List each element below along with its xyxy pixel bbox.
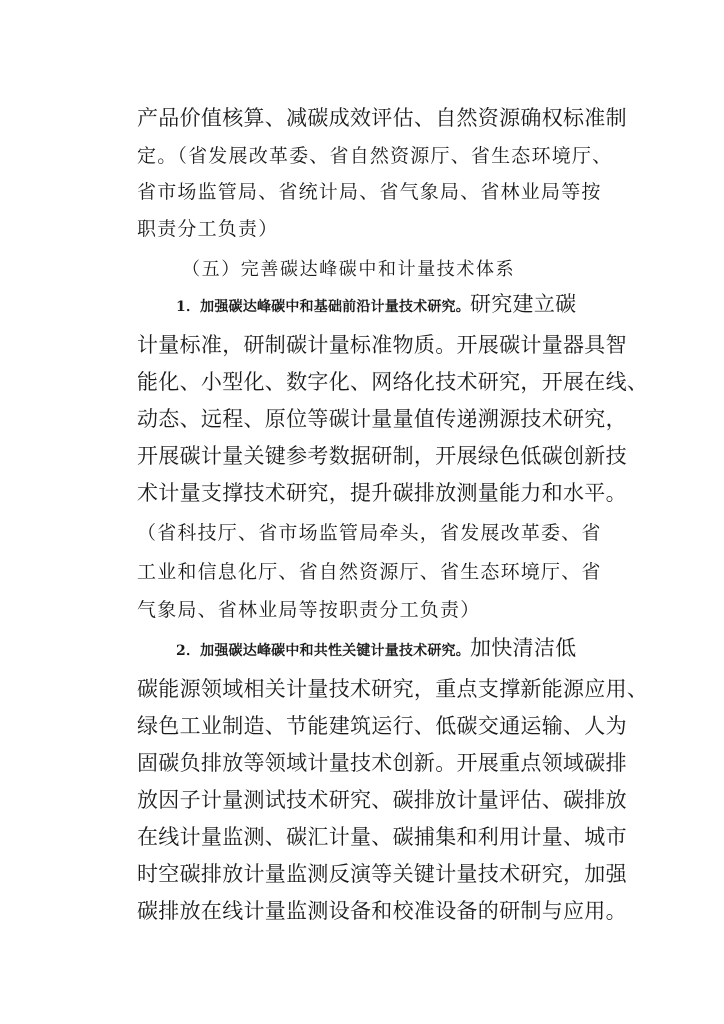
item-1-first-line — [176, 289, 576, 319]
text-line-14: 碳能源领域相关计量技术研究，重点支撑新能源应用、 — [137, 677, 649, 701]
text-line-18: 在线计量监测、碳汇计量、碳捕集和利用计量、城市 — [137, 825, 627, 849]
text-line-13: 气象局、省林业局等按职责分工负责） — [137, 599, 481, 621]
text-line-3: 省市场监管局、省统计局、省气象局、省林业局等按 — [137, 181, 602, 203]
text-line-12: 工业和信息化厅、省自然资源厅、省生态环境厅、省 — [137, 561, 602, 583]
text-line-20: 碳排放在线计量监测设备和校准设备的研制与应用。 — [137, 899, 627, 923]
text-line-1: 产品价值核算、减碳成效评估、自然资源确权标准制 — [137, 106, 627, 130]
section-heading-5: （五）完善碳达峰碳中和计量技术体系 — [182, 259, 516, 280]
text-line-2: 定。（省发展改革委、省自然资源厅、省生态环境厅、 — [137, 145, 613, 167]
text-line-11: （省科技厅、省市场监管局牵头，省发展改革委、省 — [137, 522, 602, 544]
text-line-16: 固碳负排放等领域计量技术创新。开展重点领域碳排 — [137, 751, 627, 775]
item-1-text: 研究建立碳 — [469, 292, 577, 316]
item-2-text: 加快清洁低 — [469, 636, 577, 660]
item-2-heading: 2．加强碳达峰碳中和共性关键计量技术研究。 — [176, 643, 470, 659]
text-line-9: 开展碳计量关键参考数据研制，开展绿色低碳创新技 — [137, 444, 627, 468]
text-line-10: 术计量支撑技术研究，提升碳排放测量能力和水平。 — [137, 481, 627, 505]
item-2-first-line — [176, 633, 576, 663]
text-line-8: 动态、远程、原位等碳计量量值传递溯源技术研究， — [137, 407, 627, 431]
text-line-17: 放因子计量测试技术研究、碳排放计量评估、碳排放 — [137, 788, 627, 812]
text-line-7: 能化、小型化、数字化、网络化技术研究，开展在线、 — [137, 370, 649, 394]
text-line-15: 绿色工业制造、节能建筑运行、低碳交通运输、人为 — [137, 714, 627, 738]
text-line-19: 时空碳排放计量监测反演等关键计量技术研究，加强 — [137, 862, 627, 886]
text-line-6: 计量标准，研制碳计量标准物质。开展碳计量器具智 — [137, 333, 627, 357]
text-line-4: 职责分工负责） — [137, 218, 279, 240]
item-1-heading: 1．加强碳达峰碳中和基础前沿计量技术研究。 — [176, 299, 470, 315]
